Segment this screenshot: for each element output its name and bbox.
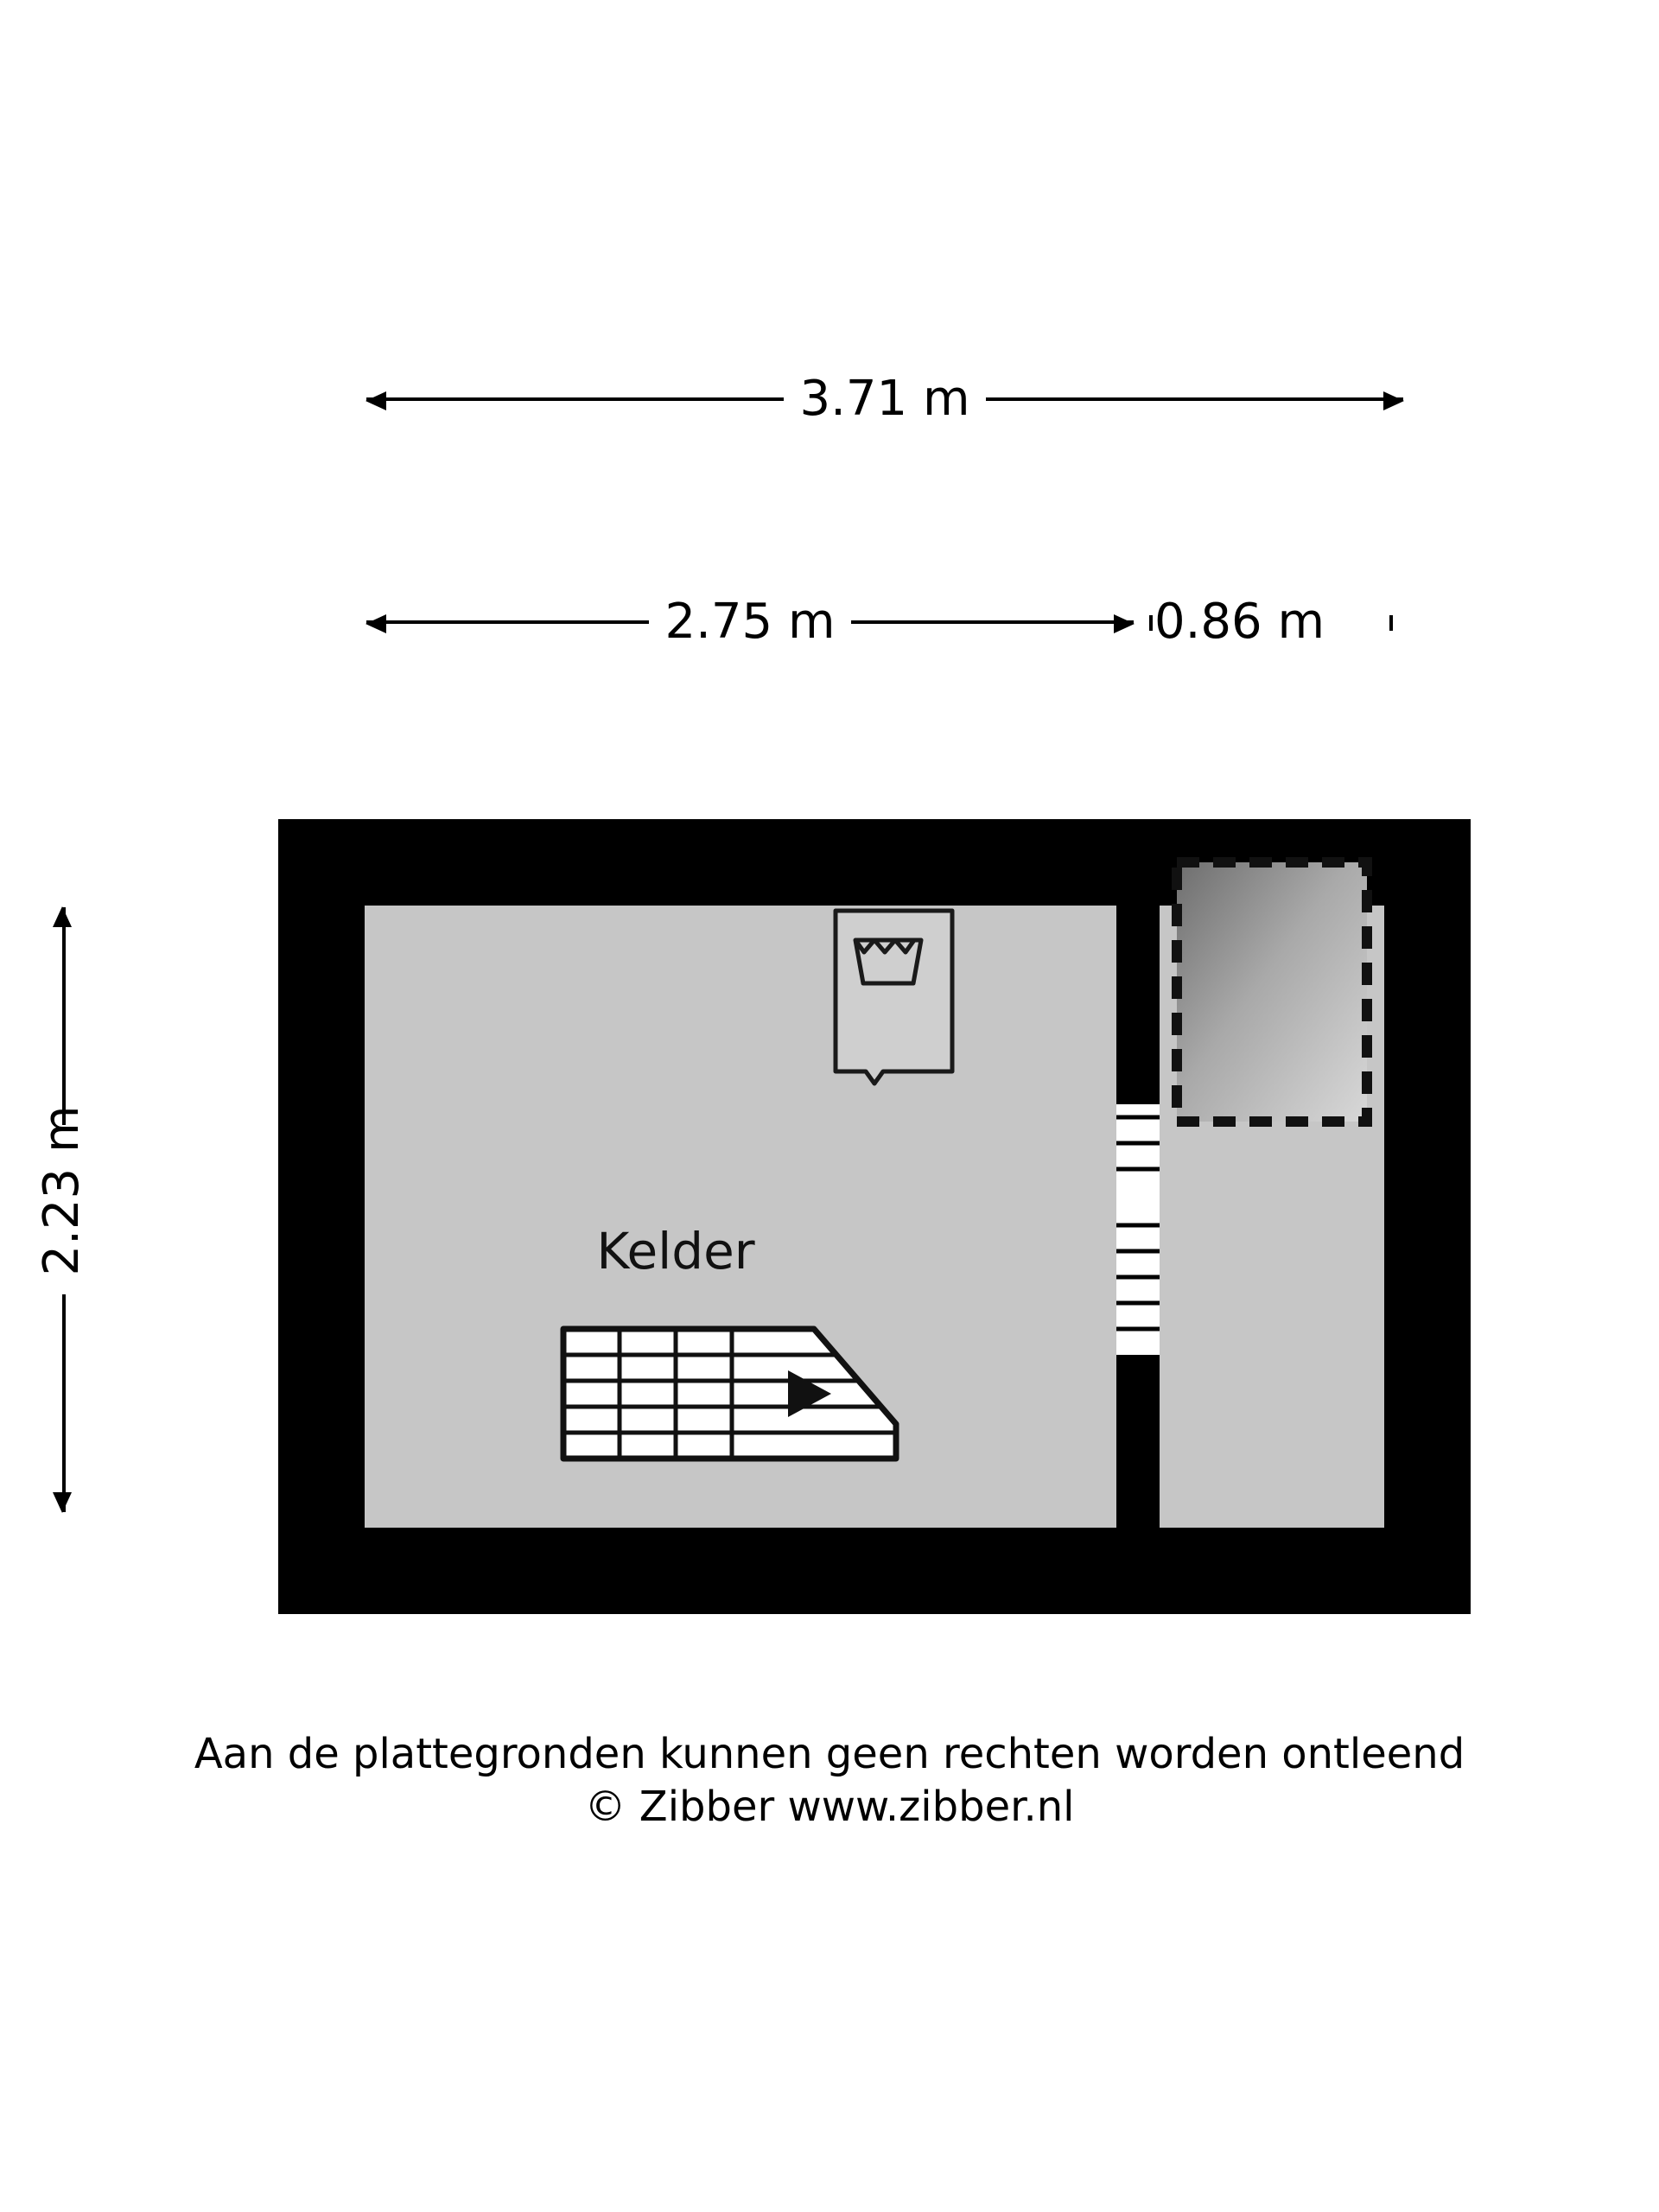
dimension-right-section-width [1139, 596, 1408, 648]
dimension-height [9, 907, 112, 1512]
room-floor-right-lower [1160, 1234, 1384, 1528]
dimension-tick-right [1389, 615, 1393, 631]
footer-copyright-text: © Zibber www.zibber.nl [584, 1783, 1075, 1832]
room-label-kelder: Kelder [596, 1222, 755, 1281]
footer-disclaimer-text: Aan de plattegronden kunnen geen rechten worden ontleend [194, 1730, 1465, 1778]
footer-disclaimer [0, 1728, 1659, 1834]
floorplan-drawing [278, 819, 1471, 1614]
dimension-line-right [851, 620, 1134, 624]
dimension-left-section-label: 2.75 m [664, 594, 836, 650]
dimension-height-label: 2.23 m [34, 1105, 90, 1276]
dimension-tick-left [1149, 615, 1153, 631]
dimension-right-section-label: 0.86 m [1154, 594, 1325, 650]
sink-icon [836, 911, 952, 1084]
door-opening-icon [1116, 1104, 1160, 1355]
dimension-line-right [986, 397, 1403, 401]
dimension-line-left [366, 397, 784, 401]
dimension-arrow-bottom [53, 1492, 72, 1513]
storage-icon [1177, 862, 1367, 1122]
dimension-left-section-width [366, 596, 1134, 648]
dimension-line-left [366, 620, 649, 624]
dimension-total-width-label: 3.71 m [799, 371, 970, 427]
dimension-arrow-top [53, 906, 72, 927]
dimension-total-width [366, 373, 1403, 425]
